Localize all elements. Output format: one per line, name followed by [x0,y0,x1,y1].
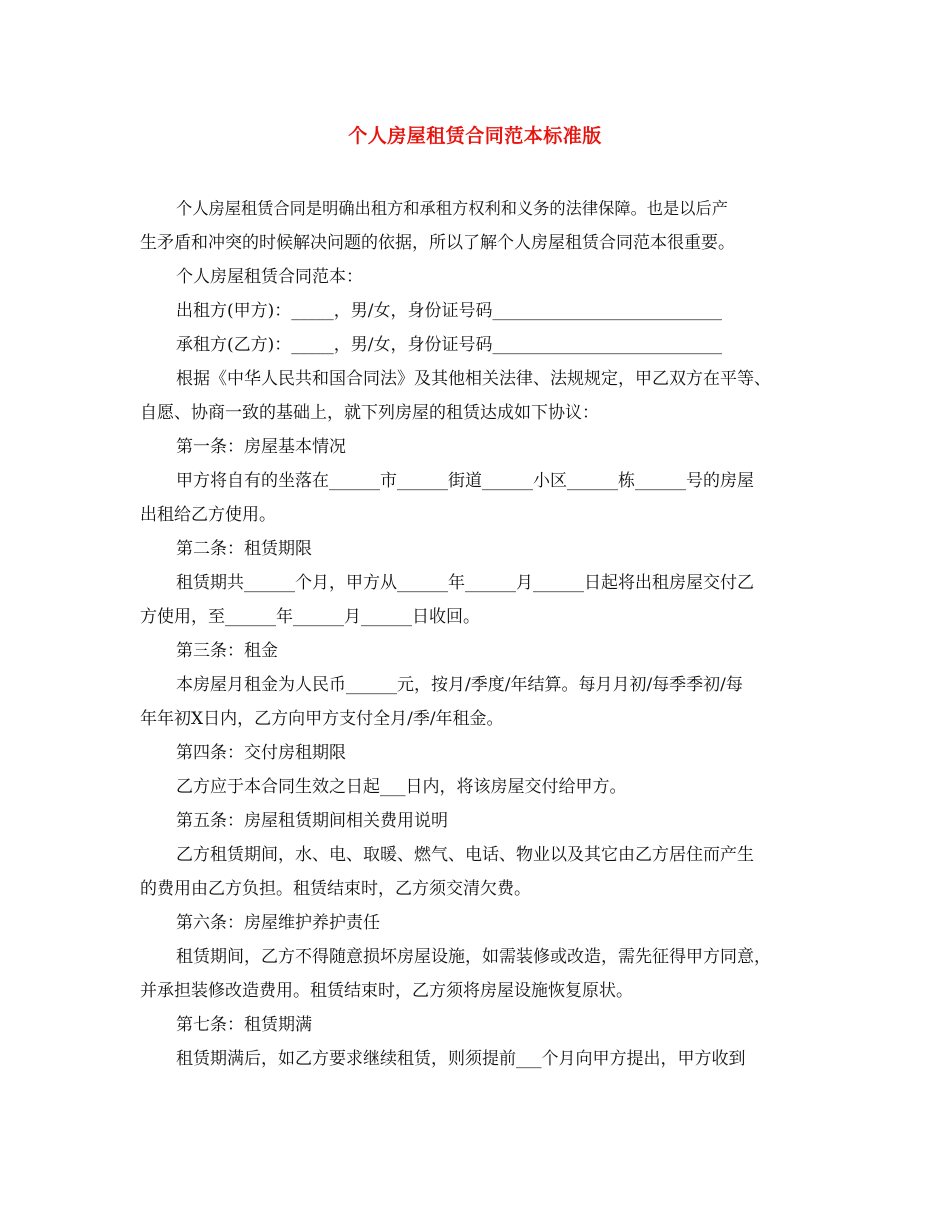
paragraph-line: 生矛盾和冲突的时候解决问题的依据，所以了解个人房屋租赁合同范本很重要。 [140,233,735,253]
paragraph-line: 根据《中华人民共和国合同法》及其他相关法律、法规规定，甲乙双方在平等、 [176,369,771,389]
paragraph-line: 方使用，至______年______月______日收回。 [140,607,480,627]
paragraph-line: 年年初X日内，乙方向甲方支付全月/季/年租金。 [140,709,504,729]
article-heading: 第一条：房屋基本情况 [176,437,346,457]
paragraph-line: 的费用由乙方负担。租赁结束时，乙方须交清欠费。 [140,879,531,899]
article-heading: 第三条：租金 [176,641,278,661]
paragraph-line: 租赁期共______个月，甲方从______年______月______日起将出租房屋交付乙 [176,573,754,593]
paragraph-line: 租赁期满后，如乙方要求继续租赁，则须提前___个月向甲方提出，甲方收到 [176,1049,746,1069]
article-heading: 第二条：租赁期限 [176,539,312,559]
paragraph-line: 乙方租赁期间，水、电、取暖、燃气、电话、物业以及其它由乙方居住而产生 [176,845,754,865]
paragraph-line: 个人房屋租赁合同是明确出租方和承租方权利和义务的法律保障。也是以后产 [176,199,728,218]
article-heading: 第七条：租赁期满 [176,1015,312,1035]
paragraph-line: 乙方应于本合同生效之日起___日内，将该房屋交付给甲方。 [176,777,627,797]
article-heading: 第五条：房屋租赁期间相关费用说明 [176,811,448,831]
document-title: 个人房屋租赁合同范本标准版 [348,125,602,147]
article-heading: 第六条：房屋维护养护责任 [176,913,380,933]
paragraph-line: 租赁期间，乙方不得随意损坏房屋设施，如需装修或改造，需先征得甲方同意， [176,947,771,967]
paragraph-line: 本房屋月租金为人民币______元，按月/季度/年结算。每月月初/每季季初/每 [176,675,743,695]
paragraph-line: 甲方将自有的坐落在______市______街道______小区______栋______号的房屋 [176,471,754,491]
paragraph-line: 并承担装修改造费用。租赁结束时，乙方须将房屋设施恢复原状。 [140,981,633,1001]
paragraph-line: 自愿、协商一致的基础上，就下列房屋的租赁达成如下协议： [140,403,599,423]
paragraph-line: 个人房屋租赁合同范本： [176,267,363,287]
lessor-line: 出租方(甲方)：_____，男/女，身份证号码___________________________ [176,301,722,321]
article-heading: 第四条：交付房租期限 [176,743,346,763]
lessee-line: 承租方(乙方)：_____，男/女，身份证号码___________________________ [176,335,722,355]
paragraph-line: 出租给乙方使用。 [140,505,276,525]
